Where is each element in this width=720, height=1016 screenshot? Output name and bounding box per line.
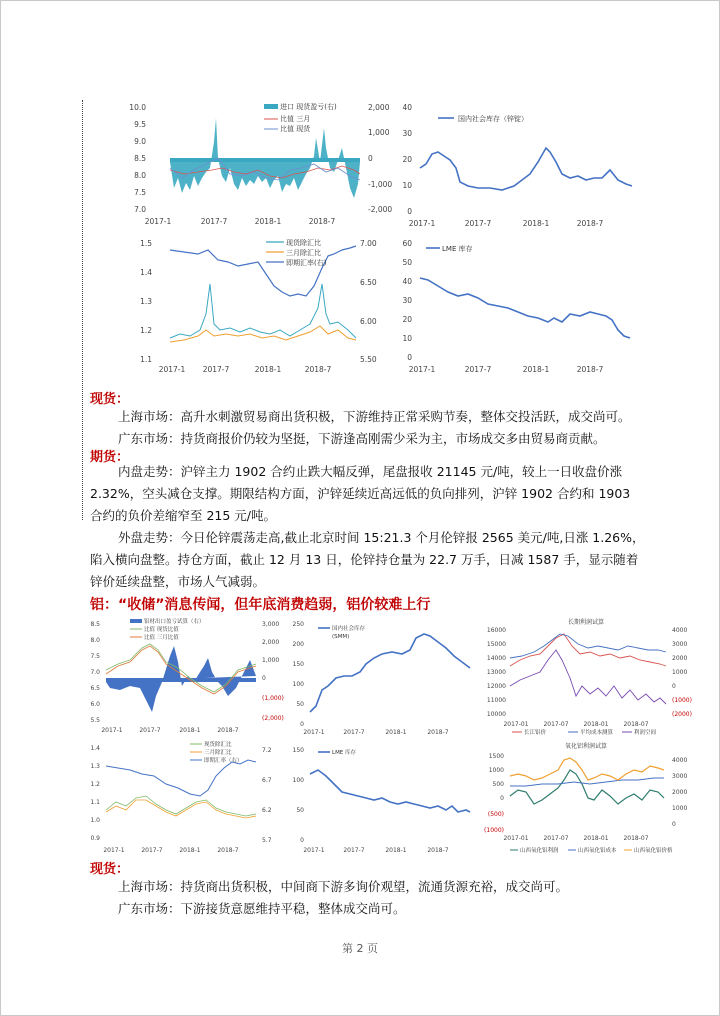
y-tick: 1000 — [488, 767, 504, 774]
x-tick: 2018-1 — [254, 217, 282, 226]
x-tick: 2017-1 — [408, 219, 436, 228]
al-chart-domestic-stock — [292, 616, 484, 736]
y-tick: 0.9 — [90, 835, 100, 842]
al-chart-alumina-profit — [486, 740, 692, 856]
y-tick: 8.0 — [90, 637, 100, 644]
legend-item: 三月除汇比 — [286, 249, 321, 257]
y2-tick: 2,000 — [368, 103, 390, 112]
chart-title: 氧化铝利润试算 — [564, 743, 608, 750]
y2-tick: (1,000) — [262, 695, 284, 702]
x-tick: 2017-7 — [141, 847, 163, 854]
zinc-futures-paragraph — [90, 461, 690, 593]
lme-stock-line — [420, 278, 630, 338]
legend-item: 进口 现货盈亏(右) — [280, 103, 337, 111]
y-tick: 150 — [292, 661, 304, 668]
x-tick: 2017-1 — [408, 365, 436, 374]
y-tick: 1.0 — [90, 817, 100, 824]
x-tick: 2018-7 — [576, 365, 604, 374]
outer-line-1: 外盘走势：今日伦锌震荡走高,截止北京时间 15:21.3 个月伦锌报 2565 美元/吨,日涨 1.26%， — [118, 530, 645, 545]
y-tick: 1.1 — [140, 355, 152, 364]
y2-tick: 0 — [262, 675, 266, 682]
zinc-chart-ratio-profit — [129, 98, 396, 230]
x-tick: 2017-7 — [200, 217, 228, 226]
y-tick: 1500 — [488, 753, 504, 760]
y2-tick: -2,000 — [368, 205, 393, 214]
al-shanghai-market: 上海市场：持货商出货积极，中间商下游多询价观望，流通货源充裕，成交尚可。 — [118, 879, 569, 894]
y2-tick: 4000 — [672, 627, 688, 634]
zinc-chart-lme-stock — [398, 234, 648, 374]
y-tick: 40 — [402, 103, 412, 112]
y-tick: 7.5 — [134, 188, 146, 197]
y-tick: 8.5 — [134, 154, 146, 163]
x-tick: 2018-7 — [304, 365, 332, 374]
alumina-price-line — [510, 758, 664, 780]
al-chart-long-term-profit — [486, 616, 692, 736]
y2-tick: (2000) — [672, 711, 692, 718]
x-tick: 2018-07 — [623, 835, 649, 842]
zinc-spot-paragraph — [90, 406, 690, 450]
x-tick: 2018-1 — [522, 219, 550, 228]
y2-tick: -1,000 — [368, 180, 393, 189]
outer-line-2: 陷入横向盘整。持仓方面，截止 12 月 13 日，伦锌持仓量为 22.7 万手，日减 1587 手，显示随着 — [90, 552, 639, 567]
legend-item: 长江铝价 — [524, 730, 547, 736]
legend-item: 国内社会库存（锌锭） — [458, 115, 528, 123]
y2-tick: 3000 — [672, 773, 688, 780]
y-tick: 30 — [402, 296, 412, 305]
avg-cost-line — [510, 634, 666, 658]
stock-line — [310, 634, 470, 712]
x-tick: 2017-7 — [464, 219, 492, 228]
inner-line-1: 内盘走势：沪锌主力 1902 合约止跌大幅反弹，尾盘报收 21145 元/吨，较上一日收盘价涨 — [118, 464, 623, 479]
y-tick: 100 — [292, 777, 304, 784]
y-tick: 11000 — [486, 697, 506, 704]
x-tick: 2018-7 — [576, 219, 604, 228]
inner-line-2: 2.32%，空头减仓支撑。期限结构方面，沪锌延续近高远低的负向排列，沪锌 1902 合约和 1903 — [90, 486, 631, 501]
aluminum-section-title: 铝：“收储”消息传闻，但年底消费趋弱，铝价较难上行 — [90, 597, 431, 613]
y-tick: 7.5 — [90, 653, 100, 660]
y2-tick: 4000 — [672, 757, 688, 764]
y-tick: 10 — [402, 181, 412, 190]
y-tick: 6.5 — [90, 685, 100, 692]
y2-tick: 1,000 — [262, 657, 280, 664]
y2-tick: 2,000 — [262, 639, 280, 646]
y2-tick: (1000) — [672, 697, 692, 704]
x-tick: 2017-7 — [343, 729, 365, 736]
y-tick: 0 — [407, 353, 412, 362]
y-tick: 16000 — [486, 627, 506, 634]
y-tick: 1.4 — [90, 745, 100, 752]
outer-line-3: 锌价延续盘整，市场人气减弱。 — [90, 574, 266, 589]
legend-item: 比值 现货 — [280, 125, 311, 133]
legend-item: 山西氧化铝利润 — [520, 848, 559, 854]
zinc-guangdong-market: 广东市场：持货商报价仍较为坚挺，下游逢高刚需少采为主，市场成交多由贸易商贡献。 — [118, 431, 606, 446]
y-tick: 250 — [292, 621, 304, 628]
x-tick: 2017-1 — [303, 847, 325, 854]
x-tick: 2017-1 — [101, 727, 123, 734]
x-tick: 2017-1 — [158, 365, 186, 374]
zinc-spot-header: 现货： — [90, 392, 130, 407]
x-tick: 2018-1 — [179, 847, 201, 854]
y2-tick: 1000 — [672, 669, 688, 676]
legend-item: 山西氧化铝成本 — [578, 848, 617, 854]
y-tick: 0 — [500, 795, 504, 802]
x-tick: 2018-07 — [623, 721, 649, 728]
al-chart-ratio-profit — [90, 616, 286, 736]
x-tick: 2017-7 — [343, 847, 365, 854]
alumina-profit-line — [510, 770, 664, 804]
y-tick: 6.0 — [90, 701, 100, 708]
legend-item: 现货除汇比 — [204, 742, 232, 748]
y-tick: 1.5 — [140, 239, 152, 248]
y-tick: 1.4 — [140, 268, 152, 277]
inner-line-3: 合约的负价差缩窄至 215 元/吨。 — [90, 508, 277, 523]
y-tick: 9.0 — [134, 137, 146, 146]
x-tick: 2018-1 — [254, 365, 282, 374]
page-number: 第 2 页 — [342, 942, 378, 955]
y2-tick: 7.2 — [262, 747, 272, 754]
aluminum-price-line — [510, 634, 666, 666]
y-tick: 50 — [296, 807, 304, 814]
y-tick: 0 — [407, 207, 412, 216]
y2-tick: 5.50 — [360, 355, 377, 364]
3m-ratio-line — [106, 800, 256, 818]
y2-tick: 0 — [672, 683, 676, 690]
x-tick: 2017-1 — [303, 729, 325, 736]
x-tick: 2018-7 — [427, 847, 449, 854]
legend-item: (SMM) — [332, 634, 350, 640]
y-tick: (1000) — [484, 827, 504, 834]
zinc-chart-domestic-stock — [398, 98, 648, 230]
x-tick: 2018-01 — [583, 721, 609, 728]
x-tick: 2018-7 — [217, 847, 239, 854]
y2-tick: 0 — [672, 821, 676, 828]
y-tick: 10000 — [486, 711, 506, 718]
3m-ratio-line — [170, 326, 356, 342]
y-tick: 15000 — [486, 641, 506, 648]
x-tick: 2018-7 — [427, 729, 449, 736]
legend-item: 即期汇率(右) — [286, 259, 327, 267]
y2-tick: 5.7 — [262, 837, 272, 844]
y2-tick: 1000 — [672, 805, 688, 812]
y-tick: 7.0 — [90, 669, 100, 676]
x-tick: 2017-07 — [543, 835, 569, 842]
y2-tick: 3000 — [672, 641, 688, 648]
legend-item: 国内社会库存 — [332, 626, 366, 632]
legend-item: 平均成本测算 — [580, 730, 614, 736]
y-tick: 10 — [402, 334, 412, 343]
stock-line — [420, 148, 632, 190]
y-tick: (500) — [487, 811, 504, 818]
y-tick: 12000 — [486, 683, 506, 690]
profit-bars — [170, 118, 360, 198]
al-spot-header: 现货： — [90, 862, 130, 877]
legend-item: 铝材出口盈亏试算（右） — [144, 619, 205, 625]
y2-tick: 2000 — [672, 789, 688, 796]
al-chart-lme-stock — [292, 740, 484, 856]
legend-item: 即期汇率（右） — [204, 758, 243, 764]
y-tick: 10.0 — [129, 103, 146, 112]
y-tick: 5.5 — [90, 717, 100, 724]
y-tick: 8.5 — [90, 621, 100, 628]
y-tick: 8.0 — [134, 171, 146, 180]
x-tick: 2018-01 — [583, 835, 609, 842]
y-tick: 200 — [292, 641, 304, 648]
legend-item: 利润空间 — [634, 730, 657, 736]
y-tick: 20 — [402, 315, 412, 324]
profit-space-line — [510, 650, 666, 704]
x-tick: 2018-1 — [385, 847, 407, 854]
x-tick: 2017-7 — [464, 365, 492, 374]
y-tick: 100 — [292, 681, 304, 688]
y2-tick: 6.2 — [262, 807, 272, 814]
y-tick: 7.0 — [134, 205, 146, 214]
x-tick: 2017-7 — [202, 365, 230, 374]
legend-item: 三月除汇比 — [204, 750, 232, 756]
legend-item: LME 库存 — [442, 245, 473, 253]
x-tick: 2018-1 — [179, 727, 201, 734]
al-guangdong-market: 广东市场：下游接货意愿维持平稳，整体成交尚可。 — [118, 901, 406, 916]
y-tick: 1.2 — [140, 326, 152, 335]
y-tick: 9.5 — [134, 120, 146, 129]
y2-tick: 6.7 — [262, 777, 272, 784]
x-tick: 2018-1 — [522, 365, 550, 374]
legend-item: 山西氧化铝价格 — [634, 848, 673, 854]
y-tick: 500 — [492, 781, 504, 788]
y-tick: 60 — [402, 239, 412, 248]
lme-stock-line — [310, 770, 470, 812]
y-tick: 30 — [402, 129, 412, 138]
legend-item: 现货除汇比 — [286, 239, 321, 247]
x-tick: 2017-1 — [144, 217, 172, 226]
y-tick: 40 — [402, 277, 412, 286]
spot-ratio-line — [170, 284, 356, 338]
y2-tick: (2,000) — [262, 715, 284, 722]
zinc-shanghai-market: 上海市场：高升水刺激贸易商出货积极，下游维持正常采购节奏，整体交投活跃，成交尚可。 — [118, 409, 631, 424]
y-tick: 20 — [402, 155, 412, 164]
y-tick: 50 — [296, 701, 304, 708]
y-tick: 1.3 — [90, 763, 100, 770]
x-tick: 2018-7 — [308, 217, 336, 226]
fx-rate-line — [106, 760, 256, 796]
x-tick: 2018-1 — [385, 729, 407, 736]
y-tick: 0 — [300, 721, 304, 728]
x-tick: 2017-1 — [103, 847, 125, 854]
al-spot-paragraph — [90, 876, 690, 920]
fx-rate-line — [170, 246, 356, 296]
zinc-chart-fx-ratio — [134, 234, 396, 374]
x-tick: 2018-7 — [217, 727, 239, 734]
x-tick: 2017-07 — [543, 721, 569, 728]
y2-tick: 3,000 — [262, 621, 280, 628]
y-tick: 0 — [300, 837, 304, 844]
y2-tick: 1,000 — [368, 128, 390, 137]
y2-tick: 2000 — [672, 655, 688, 662]
y-tick: 150 — [292, 747, 304, 754]
y-tick: 13000 — [486, 669, 506, 676]
legend-item: 比值 三月 — [280, 115, 311, 123]
x-tick: 2017-01 — [503, 721, 529, 728]
legend-item: LME 库存 — [332, 750, 357, 756]
y2-tick: 7.00 — [360, 239, 377, 248]
y2-tick: 6.00 — [360, 317, 377, 326]
legend-item: 比值 现货比值 — [144, 627, 179, 633]
legend-item: 比值 三月比值 — [144, 635, 179, 641]
y-tick: 50 — [402, 258, 412, 267]
y-tick: 1.3 — [140, 297, 152, 306]
x-tick: 2017-01 — [503, 835, 529, 842]
y-tick: 1.1 — [90, 799, 100, 806]
chart-title: 长期利润试算 — [567, 619, 605, 626]
y2-tick: 0 — [368, 154, 373, 163]
y-tick: 14000 — [486, 655, 506, 662]
x-tick: 2017-7 — [139, 727, 161, 734]
al-chart-fx-ratio — [90, 740, 286, 856]
margin-line — [82, 100, 83, 520]
zinc-futures-header: 期货： — [90, 450, 130, 465]
y2-tick: 6.50 — [360, 278, 377, 287]
y-tick: 1.2 — [90, 781, 100, 788]
